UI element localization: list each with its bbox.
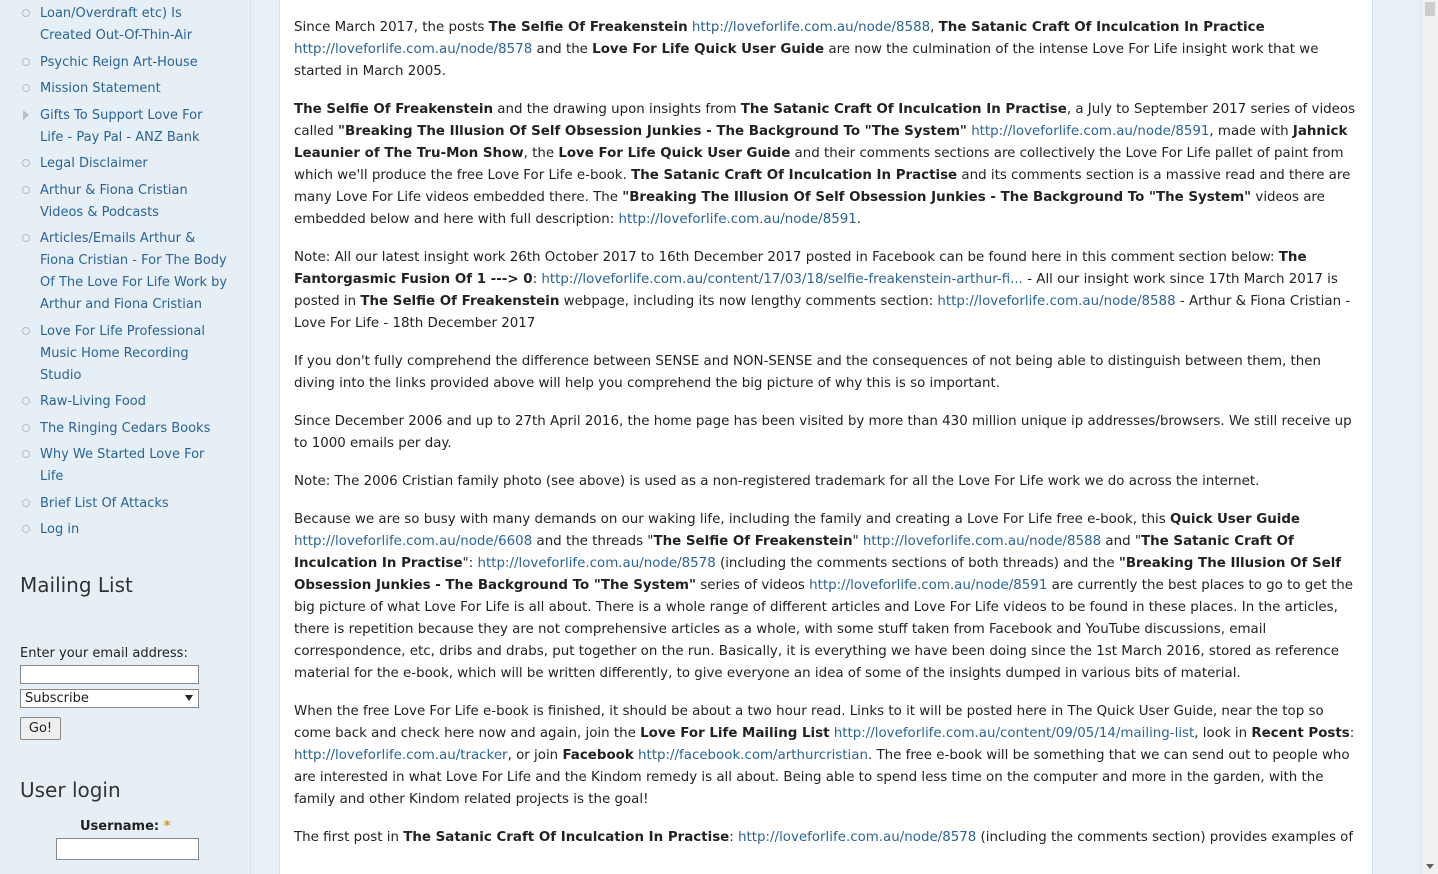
text-run: series of videos [695,578,810,593]
email-field[interactable] [20,665,199,684]
article-paragraph [294,509,1359,685]
article-link[interactable]: http://facebook.com/arthurcristian [638,748,868,763]
sidebar-nav-link[interactable]: Legal Disclaimer [40,156,148,171]
article-paragraph [294,701,1359,811]
bold-text: The Selfie Of Freakenstein [488,20,688,35]
article-link[interactable]: http://loveforlife.com.au/content/17/03/18/selfie-freakenstein-arthur-fi... [541,272,1023,287]
sidebar-nav-link[interactable]: Psychic Reign Art-House [40,54,198,70]
sidebar-nav-link[interactable]: Love For Life Professional Music Home Recording Studio [40,323,205,383]
text-run: and its comments section is a massive read and there are many Love For Life videos embedded there. The [294,168,1351,205]
text-run: , the [523,146,559,161]
bold-text: Love For Life Quick User Guide [592,42,825,57]
sidebar-nav-item[interactable] [0,493,250,515]
sidebar-nav-item[interactable] [0,418,250,440]
article-link[interactable]: http://loveforlife.com.au/node/8591 [971,124,1210,139]
mailing-list-heading: Mailing List [20,573,133,597]
sidebar-nav-item[interactable] [0,78,250,100]
text-run: Note: The 2006 Cristian family photo (see above) is used as a non-registered trademark for all the Love For Life work we do across the internet. [294,474,1260,489]
article-paragraph [294,411,1359,455]
username-label [80,819,170,834]
bullet-icon [22,499,30,507]
article-paragraph [294,351,1359,395]
bold-text: The Satanic Craft Of Inculcation In Practice [938,20,1265,35]
text-run: Because we are so busy with many demands on our waking life, including the family and creating a Love For Life free e-book, this [294,512,1171,527]
article-link[interactable]: http://loveforlife.com.au/node/8578 [294,42,533,57]
sidebar-nav-link[interactable]: Brief List Of Attacks [40,495,169,511]
bullet-icon [22,397,30,405]
text-run: The first post in [294,830,404,845]
text-run: webpage, including its now lengthy comments section: [559,294,938,309]
subscribe-select[interactable] [20,689,199,708]
text-run: ": [462,556,478,571]
text-run: (including the comments section) provides examples of [976,830,1354,845]
bold-text: The Satanic Craft Of Inculcation In Practise [294,534,1294,571]
text-run: - All our insight work since 17th March 2017 is posted in [294,272,1338,309]
article-paragraph [294,17,1359,83]
text-run: : [729,830,739,845]
chevron-down-icon [185,695,193,701]
text-run: and " [1101,534,1142,549]
text-run: . The free e-book will be something that we can send out to people who are interested in what Love For Life and the Kindom remedy is all about. Being able to spend less time on the computer and more in the garden, with the family and other Kindom related projects is the goal! [294,748,1350,807]
email-field-label: Enter your email address: [20,646,188,661]
scroll-down-arrow-icon[interactable] [1426,864,1434,869]
bold-text: Love For Life Quick User Guide [558,146,791,161]
article-link[interactable]: http://loveforlife.com.au/node/6608 [294,534,533,549]
article-link[interactable]: http://loveforlife.com.au/node/8591 [809,578,1048,593]
article-link[interactable]: http://loveforlife.com.au/node/8588 [691,20,931,35]
text-run: (including the comments sections of both threads) and the [715,556,1119,571]
text-run: and the [532,42,593,57]
bold-text: The Satanic Craft Of Inculcation In Practise [631,168,958,183]
bullet-icon [22,450,30,458]
text-run: , [930,20,939,35]
sidebar-nav-item[interactable] [0,52,250,74]
bullet-icon [22,525,30,533]
username-field[interactable] [56,838,199,860]
vertical-scrollbar[interactable] [1421,0,1438,874]
article-link[interactable]: http://loveforlife.com.au/tracker [294,748,508,763]
username-label-text: Username: [80,819,160,834]
article-link[interactable]: http://loveforlife.com.au/node/8588 [862,534,1102,549]
text-run: , a July to September 2017 series of videos called [294,102,1356,139]
bold-text: The Selfie Of Freakenstein [294,102,494,117]
article-paragraph [294,99,1359,231]
bullet-icon [22,234,30,242]
article-link[interactable]: http://loveforlife.com.au/content/09/05/14/mailing-list [833,726,1195,741]
text-run: " [852,534,863,549]
text-run: and the drawing upon insights from [493,102,741,117]
article-link[interactable]: http://loveforlife.com.au/node/8578 [738,830,977,845]
sidebar-nav-link[interactable]: The Ringing Cedars Books [40,420,211,436]
sidebar-nav-item[interactable] [0,3,250,47]
sidebar-nav-item[interactable] [0,519,250,541]
text-run: When the free Love For Life e-book is finished, it should be about a two hour read. Links to it will be posted here in The Quick User Guide, near the top so come back and check here now and again, join the [294,704,1324,741]
text-run: and the threads " [532,534,654,549]
bullet-icon [22,58,30,66]
text-run: are currently the best places to go to get the big picture of what Love For Life is all about. There is a whole range of different articles and Love For Life videos to be found in these places. In the articles, there is repetition because they are not comprehensive articles as a whole, with some stuff taken from Facebook and YouTube discussions, email correspondence, etc, dribs and drabs, put together on the run. Basically, it is everything we have been doing since the 1st March 2016, stored as reference material for the e-book, which will be written differently, to give everyone an idea of some of the insights dumped in various bits of material. [294,578,1354,681]
bold-text: The Satanic Craft Of Inculcation In Practise [740,102,1067,117]
bold-text: The Selfie Of Freakenstein [360,294,560,309]
bold-text: Facebook [562,748,634,763]
article-body [294,17,1359,865]
article-link[interactable]: http://loveforlife.com.au/node/8578 [477,556,716,571]
scrollbar-thumb[interactable] [1425,2,1435,16]
user-login-heading: User login [20,778,121,802]
article-paragraph [294,247,1359,335]
collapsed-triangle-icon [23,110,29,120]
sidebar-nav-link[interactable]: Why We Started Love For Life [40,447,205,484]
bold-text: The Selfie Of Freakenstein [653,534,853,549]
bold-text: "Breaking The Illusion Of Self Obsession Junkies - The Background To "The System" [294,556,1342,593]
text-run: : [1349,726,1355,741]
article-paragraph [294,827,1359,849]
text-run: videos are embedded below and here with full description: [294,190,1325,227]
bold-text: Love For Life Mailing List [640,726,830,741]
bullet-icon [22,84,30,92]
sidebar-nav-link[interactable]: Log in [40,522,80,537]
text-run: , or join [507,748,563,763]
sidebar-nav-item[interactable] [0,105,250,149]
text-run: , look in [1194,726,1252,741]
main-content [279,0,1373,874]
go-button[interactable]: Go! [20,717,61,740]
text-run: , made with [1209,124,1293,139]
subscribe-select-value: Subscribe [25,691,89,706]
sidebar-nav-item[interactable] [0,180,250,224]
article-paragraph [294,471,1359,493]
bold-text: Recent Posts [1251,726,1350,741]
bullet-icon [22,186,30,194]
text-run: Since December 2006 and up to 27th April 2016, the home page has been visited by more than 430 million unique ip addresses/browsers. We still receive up to 1000 emails per day. [294,414,1352,451]
text-run: . [856,212,862,227]
sidebar-nav-item[interactable] [0,153,250,175]
sidebar-nav-link[interactable]: Gifts To Support Love For Life - Pay Pal - ANZ Bank [40,107,203,145]
sidebar-nav-item[interactable] [0,444,250,488]
sidebar-nav-link[interactable]: Arthur & Fiona Cristian Videos & Podcasts [40,182,188,220]
sidebar-nav-link[interactable]: Mission Statement [40,81,161,96]
text-run: Note: All our latest insight work 26th October 2017 to 16th December 2017 posted in Facebook can be found here in this comment section below: [294,250,1279,265]
sidebar-nav-item[interactable] [0,321,250,387]
sidebar-nav-link[interactable]: Articles/Emails Arthur & Fiona Cristian - For The Body Of The Love For Life Work by Arthur and Fiona Cristian [40,231,228,312]
text-run: and their comments sections are collectively the Love For Life pallet of paint from which we'll produce the free Love For Life e-book. [294,146,1344,183]
bold-text: Quick User Guide [1170,512,1300,527]
sidebar [0,0,251,874]
bold-text: Jahnick Leaunier of The Tru-Mon Show [294,124,1348,161]
required-marker: * [163,819,171,834]
bold-text: "Breaking The Illusion Of Self Obsession Junkies - The Background To "The System" [338,124,967,139]
sidebar-nav-link[interactable]: Loan/Overdraft etc) Is Created Out-Of-Thin-Air [40,6,193,43]
sidebar-nav-menu [0,3,250,546]
text-run: Since March 2017, the posts [294,20,489,35]
article-link[interactable]: http://loveforlife.com.au/node/8591 [618,212,857,227]
text-run: If you don't fully comprehend the difference between SENSE and NON-SENSE and the consequences of not being able to distinguish between them, then diving into the links provided above will help you comprehend the big picture of why this is so important. [294,354,1321,391]
bullet-icon [22,159,30,167]
sidebar-nav-item[interactable] [0,391,250,413]
bullet-icon [22,9,30,17]
bullet-icon [22,424,30,432]
article-link[interactable]: http://loveforlife.com.au/node/8588 [937,294,1176,309]
bold-text: The Fantorgasmic Fusion Of 1 ---> 0 [294,250,1307,287]
bullet-icon [22,327,30,335]
sidebar-nav-link[interactable]: Raw-Living Food [40,394,146,409]
sidebar-nav-item[interactable] [0,228,250,316]
text-run: - Arthur & Fiona Cristian - Love For Life - 18th December 2017 [294,294,1351,331]
bold-text: The Satanic Craft Of Inculcation In Practise [403,830,730,845]
bold-text: "Breaking The Illusion Of Self Obsession Junkies - The Background To "The System" [622,190,1252,205]
text-run: : [532,272,542,287]
text-run: are now the culmination of the intense Love For Life insight work that we started in March 2005. [294,42,1319,79]
